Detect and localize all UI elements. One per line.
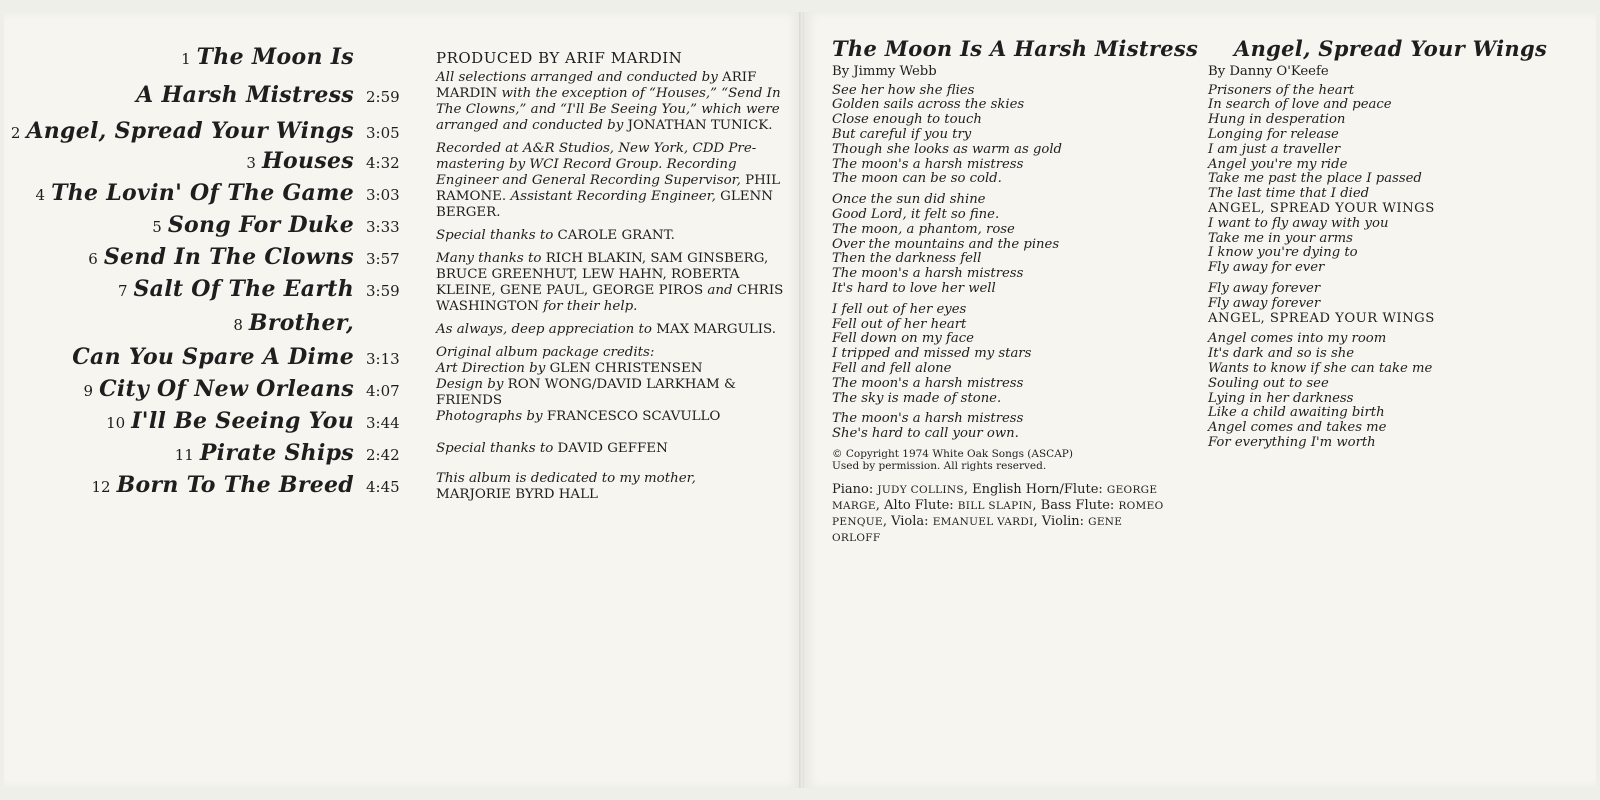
- lyrics-angel-spread-your-wings: [1208, 36, 1568, 457]
- lyric-stanza: Fly away forever Fly away forever ANGEL, SPREAD YOUR WINGS: [1208, 282, 1568, 326]
- track-number: 12: [91, 478, 111, 496]
- track-number: 5: [152, 218, 162, 236]
- track-title: City Of New Orleans: [99, 376, 354, 402]
- track-row: [36, 180, 408, 206]
- track-title: Can You Spare A Dime: [72, 344, 354, 370]
- lyric-stanza: Angel comes into my room It's dark and so is she Wants to know if she can take me Souling out to see Lying in her darkness Like a child awaiting birth Angel comes and takes me For everything I'm worth: [1208, 331, 1433, 450]
- track-row: [175, 440, 408, 466]
- track-duration: 3:59: [366, 282, 400, 300]
- track-row: [130, 82, 408, 108]
- track-duration: 3:57: [366, 250, 400, 268]
- album-credits: [436, 50, 786, 510]
- arrangement-credit: All selections arranged and conducted by ARIF MARDIN with the exception of “Houses,” “Send In The Clowns,” and “I'll Be Seeing You,” which were arranged and conducted by JONATHAN TUNICK.: [436, 70, 781, 133]
- track-number: 4: [35, 186, 46, 204]
- track-title: Born To The Breed: [116, 472, 354, 498]
- recording-credit: Recorded at A&R Studios, New York, CDD Pre-mastering by WCI Record Group. Recording Engineer and General Recording Supervisor, PHIL RAMONE. Assistant Recording Engineer, GLENN BERGER.: [436, 141, 780, 220]
- track-title: Song For Duke: [167, 212, 354, 238]
- track-duration: 4:45: [366, 478, 400, 496]
- track-row: [246, 148, 408, 174]
- musician-credits: Piano: JUDY COLLINS, English Horn/Flute: GEORGE MARGE, Alto Flute: BILL SLAPIN, Bass Flute: ROMEO PENQUE, Viola: EMANUEL VARDI, Violin: GENE ORLOFF: [832, 481, 1164, 544]
- track-number: 3: [246, 154, 256, 172]
- track-row: [233, 310, 408, 336]
- lyric-stanza: Prisoners of the heart In search of love and peace Hung in desperation Longing for release I am just a traveller Angel you're my ride Take me past the place I passed The last time that I died ANGEL, SPREAD YOUR WINGS I want to fly away with you Take me in your arms I know you're dying to Fly away for ever: [1208, 84, 1568, 276]
- many-thanks: Many thanks to RICH BLAKIN, SAM GINSBERG, BRUCE GREENHUT, LEW HAHN, ROBERTA KLEINE, GENE PAUL, GEORGE PIROS and CHRIS WASHINGTON for their help.: [436, 251, 784, 314]
- track-title: Houses: [261, 148, 354, 174]
- track-duration: 3:05: [366, 124, 400, 142]
- track-duration: 4:07: [366, 382, 400, 400]
- track-duration: 3:13: [366, 350, 400, 368]
- track-row: [118, 276, 408, 302]
- songwriter-credit: By Jimmy Webb: [832, 63, 937, 79]
- track-row: [181, 44, 408, 70]
- track-row: [11, 118, 408, 144]
- left-page: [4, 12, 800, 788]
- song-title: The Moon Is A Harsh Mistress: [832, 36, 1199, 61]
- track-number: 10: [106, 414, 126, 432]
- song-title: Angel, Spread Your Wings: [1234, 36, 1548, 61]
- track-number: 7: [117, 282, 128, 300]
- track-title: Pirate Ships: [199, 440, 354, 466]
- chorus-line: ANGEL, SPREAD YOUR WINGS: [1208, 310, 1435, 326]
- right-page: [804, 12, 1596, 788]
- track-title: Send In The Clowns: [103, 244, 354, 270]
- track-title: The Moon Is: [196, 44, 354, 70]
- track-title: Salt Of The Earth: [133, 276, 354, 302]
- track-number: 11: [174, 446, 194, 464]
- lyric-stanza: Once the sun did shine Good Lord, it felt so fine. The moon, a phantom, rose Over the mountains and the pines Then the darkness fell The moon's a harsh mistress It's hard to love her well: [832, 192, 1060, 296]
- track-duration: 3:44: [366, 414, 400, 432]
- lyric-stanza: See her how she flies Golden sails across the skies Close enough to touch But careful if you try Though she looks as warm as gold The moon's a harsh mistress The moon can be so cold.: [832, 82, 1062, 187]
- track-row: [92, 472, 408, 498]
- track-number: 6: [88, 250, 98, 268]
- copyright-notice: © Copyright 1974 White Oak Songs (ASCAP) Used by permission. All rights reserved.: [832, 447, 1073, 472]
- track-number: 9: [83, 382, 94, 400]
- track-row: [66, 344, 408, 370]
- songwriter-credit: By Danny O'Keefe: [1208, 63, 1329, 79]
- lyric-stanza: The moon's a harsh mistress She's hard to call your own.: [832, 411, 1024, 442]
- appreciation: As always, deep appreciation to MAX MARGULIS.: [436, 322, 777, 337]
- track-row: [152, 212, 408, 238]
- track-duration: 2:42: [366, 446, 400, 464]
- track-row: [88, 244, 408, 270]
- track-duration: 2:59: [366, 88, 400, 106]
- track-duration: 3:03: [366, 186, 400, 204]
- track-number: 1: [181, 50, 191, 68]
- track-number: 8: [233, 316, 243, 334]
- producer-credit: PRODUCED BY ARIF MARDIN: [436, 49, 683, 67]
- track-title: I'll Be Seeing You: [131, 408, 354, 434]
- track-duration: 3:33: [366, 218, 400, 236]
- track-row: [84, 376, 408, 402]
- dedication: This album is dedicated to my mother, MARJORIE BYRD HALL: [436, 471, 696, 502]
- lyrics-moon-harsh-mistress: [832, 36, 1199, 546]
- track-title: The Lovin' Of The Game: [51, 180, 354, 206]
- track-number: 2: [10, 124, 21, 142]
- chorus-line: ANGEL, SPREAD YOUR WINGS: [1208, 200, 1435, 216]
- track-title: Brother,: [248, 310, 354, 336]
- special-thanks-carole: Special thanks to CAROLE GRANT.: [436, 228, 675, 243]
- package-credits: Original album package credits: Art Direction by GLEN CHRISTENSEN Design by RON WONG/DAVID LARKHAM & FRIENDS Photographs by FRANCESCO SCAVULLO: [436, 345, 736, 424]
- track-duration: 4:32: [366, 154, 400, 172]
- track-title: Angel, Spread Your Wings: [26, 118, 354, 144]
- track-row: [106, 408, 408, 434]
- track-title: A Harsh Mistress: [136, 82, 354, 108]
- lyric-stanza: I fell out of her eyes Fell out of her heart Fell down on my face I tripped and missed my stars Fell and fell alone The moon's a harsh mistress The sky is made of stone.: [832, 301, 1032, 406]
- special-thanks-geffen: Special thanks to DAVID GEFFEN: [436, 441, 668, 456]
